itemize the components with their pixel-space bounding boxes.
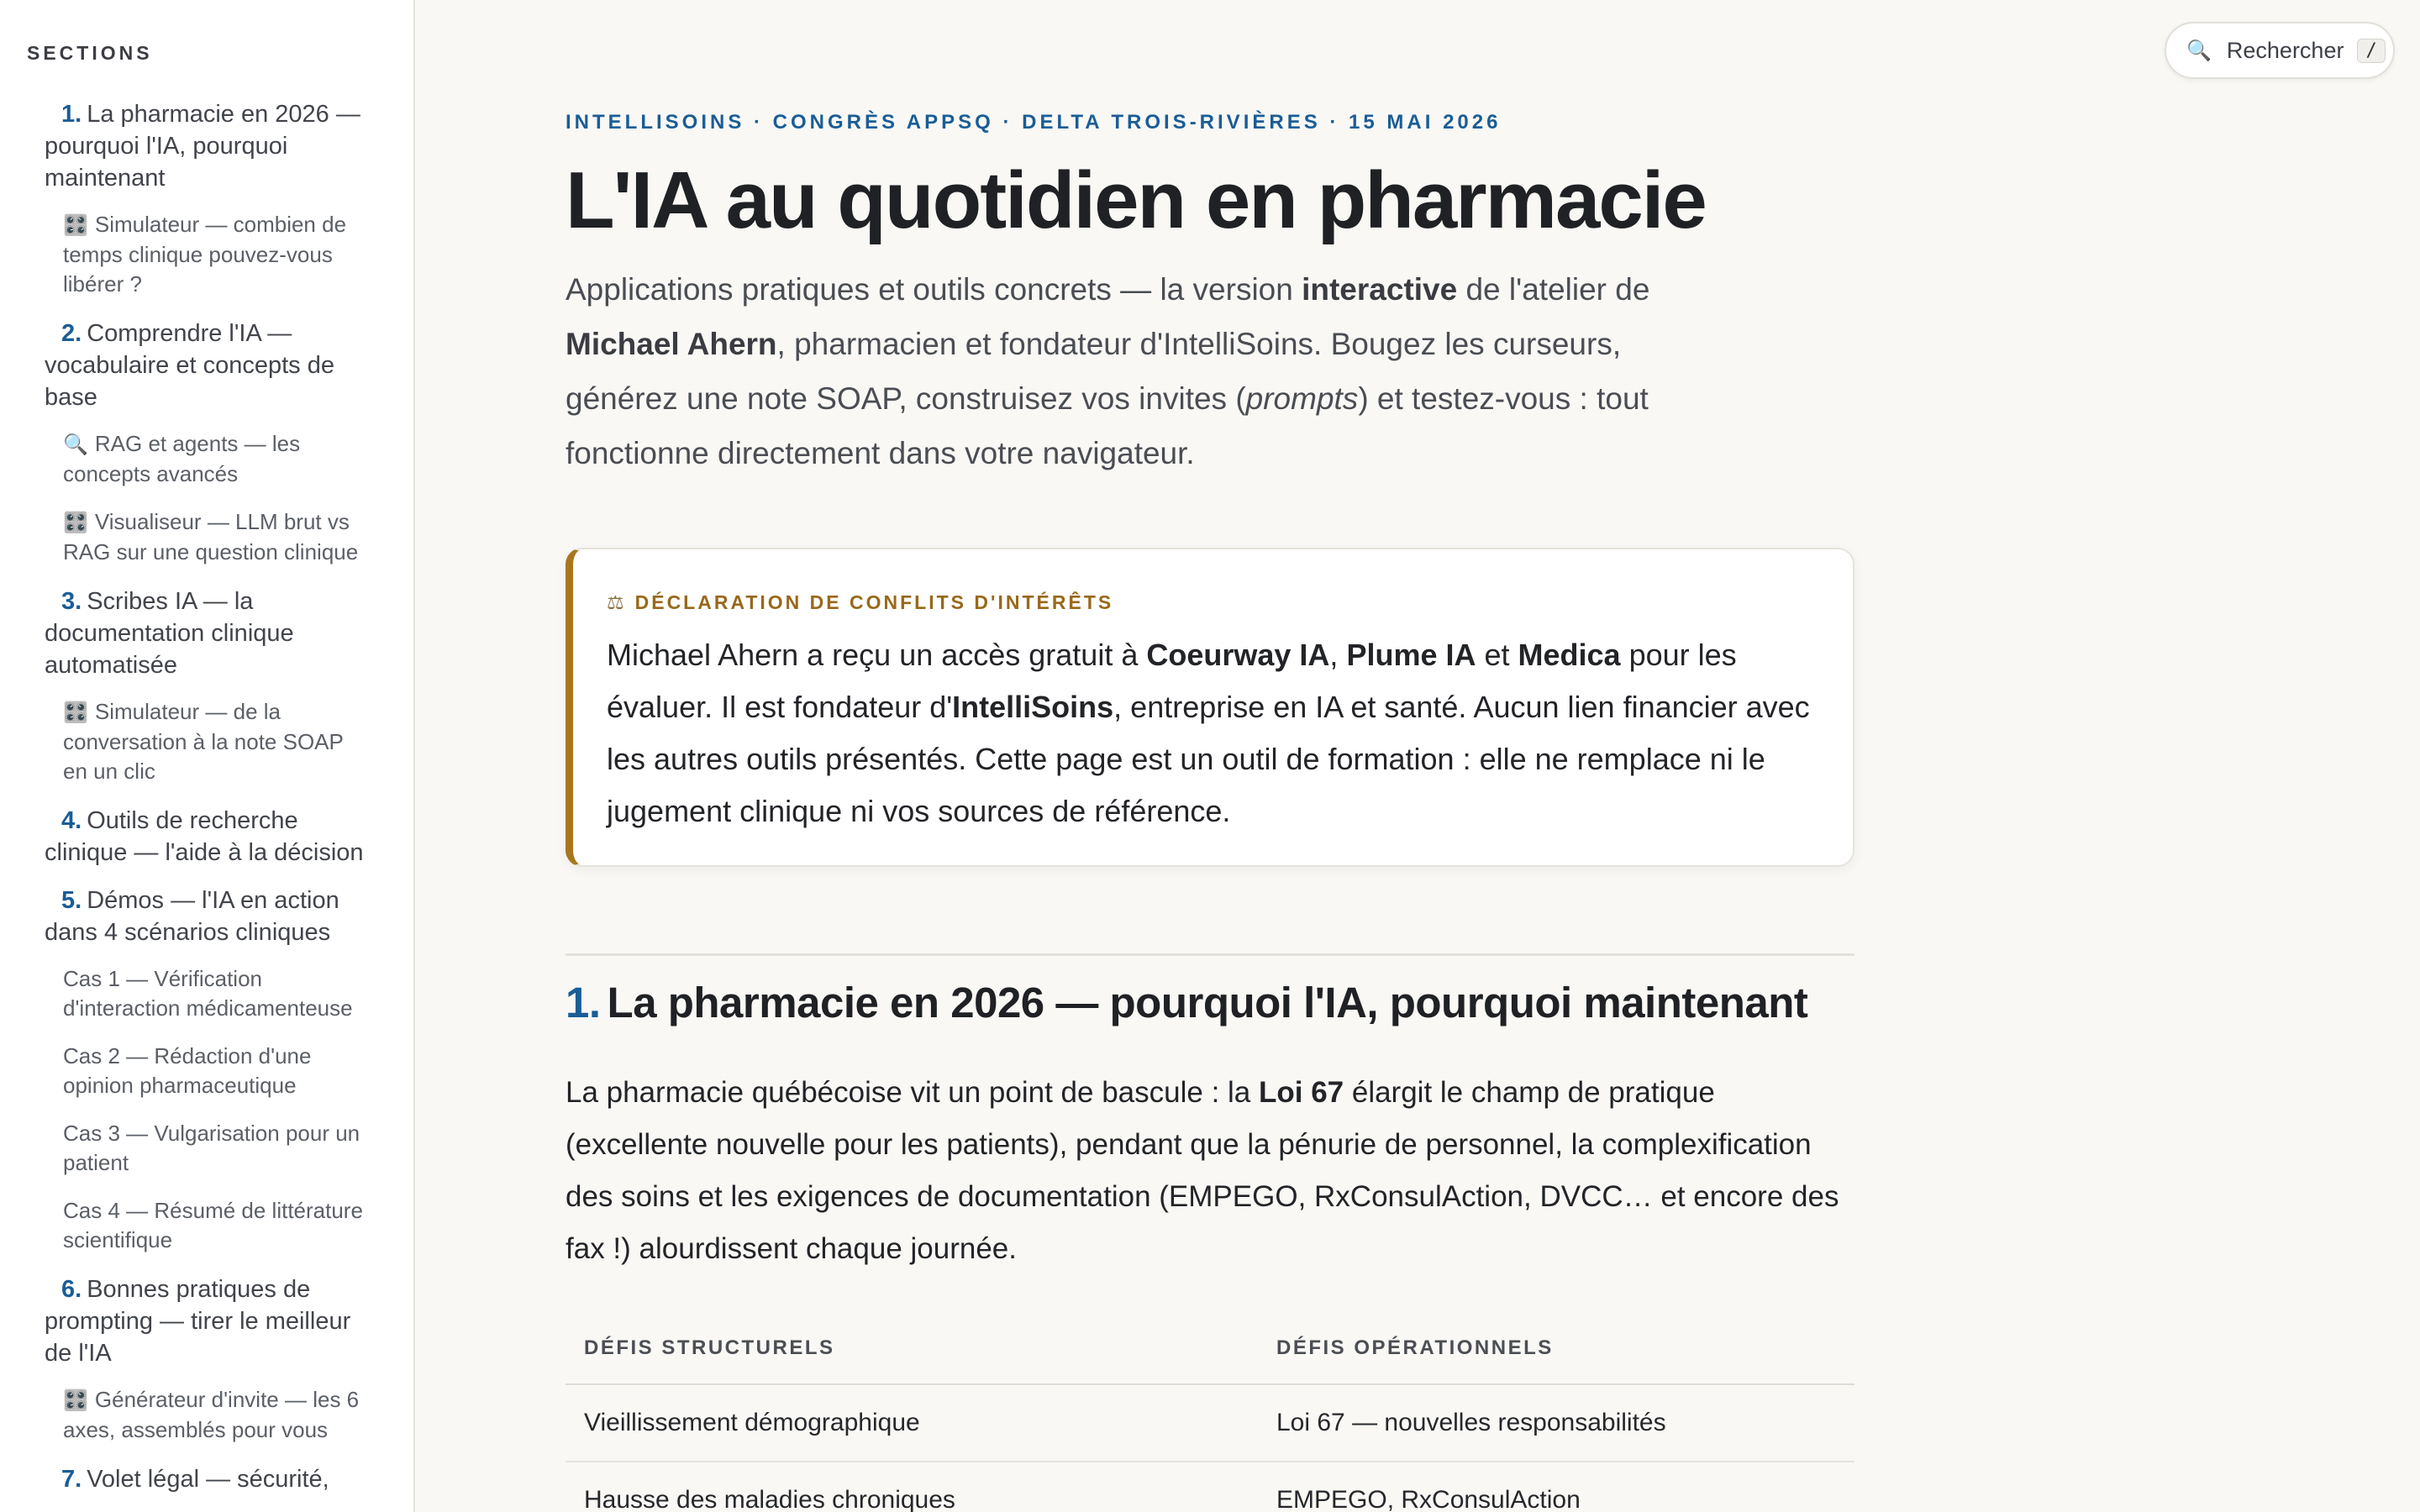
para-text: La pharmacie québécoise vit un point de bascule : la — [566, 1076, 1259, 1109]
control-knobs-icon: 🎛️ — [63, 214, 88, 237]
table-row — [566, 1462, 1854, 1512]
table-cell: Loi 67 — nouvelles responsabilités — [1258, 1384, 1854, 1462]
sidebar-subsection-link[interactable] — [27, 1119, 371, 1178]
sidebar-item-label: Outils de recherche clinique — l'aide à la décision — [45, 807, 364, 866]
section-title: La pharmacie en 2026 — pourquoi l'IA, pourquoi maintenant — [607, 979, 1808, 1026]
sidebar-section-link[interactable] — [27, 585, 371, 681]
coi-text-part: , — [1329, 638, 1347, 672]
table-cell: EMPEGO, RxConsulAction — [1258, 1462, 1854, 1512]
sidebar-subsection-link[interactable] — [27, 964, 371, 1023]
coi-text — [607, 629, 1819, 837]
search-shortcut-key: / — [2357, 39, 2385, 63]
section-number: 7. — [61, 1466, 82, 1493]
sidebar-item-label: Visualiseur — LLM brut vs RAG sur une question clinique — [63, 509, 359, 564]
section-number: 1. — [566, 979, 601, 1026]
intro-text: ) et testez-vous : tout fonctionne directement dans votre navigateur. — [566, 381, 1649, 470]
sidebar-section-link[interactable] — [27, 885, 371, 948]
sidebar-item-label: Cas 1 — Vérification d'interaction médicamenteuse — [63, 966, 353, 1021]
page-title: L'IA au quotidien en pharmacie — [566, 155, 1706, 245]
sidebar-subsection-link[interactable] — [27, 1196, 371, 1255]
conflict-of-interest-callout — [566, 548, 1854, 867]
table-cell: Vieillissement démographique — [566, 1384, 1258, 1462]
control-knobs-icon: 🎛️ — [63, 701, 88, 724]
sidebar-item-label: Cas 3 — Vulgarisation pour un patient — [63, 1121, 360, 1175]
para-bold: Loi 67 — [1258, 1076, 1344, 1109]
section-number: 2. — [61, 320, 82, 347]
sidebar-item-label: RAG et agents — les concepts avancés — [63, 431, 301, 486]
coi-bold: IntelliSoins — [952, 690, 1114, 724]
section-divider — [566, 953, 1854, 956]
sidebar — [0, 0, 415, 1512]
coi-label — [607, 591, 1819, 614]
scale-icon: ⚖ — [607, 591, 627, 613]
section-number: 3. — [61, 588, 82, 615]
event-eyebrow: INTELLISOINS · CONGRÈS APPSQ · DELTA TROIS-RIVIÈRES · 15 MAI 2026 — [566, 111, 1502, 134]
intro-bold: Michael Ahern — [566, 327, 777, 361]
section-number: 5. — [61, 887, 82, 914]
section-number: 1. — [61, 101, 82, 128]
sidebar-item-label: La pharmacie en 2026 — pourquoi l'IA, pourquoi maintenant — [45, 101, 360, 192]
intro-paragraph — [566, 262, 1725, 480]
coi-text-part: Michael Ahern a reçu un accès gratuit à — [607, 638, 1147, 672]
sidebar-item-label: Cas 4 — Résumé de littérature scientifique — [63, 1198, 363, 1252]
control-knobs-icon: 🎛️ — [63, 1389, 88, 1412]
sidebar-section-link[interactable] — [27, 98, 371, 194]
sidebar-item-label: Simulateur — de la conversation à la note SOAP en un clic — [63, 699, 344, 784]
sidebar-item-label: Volet légal — sécurité, — [87, 1466, 329, 1493]
intro-bold: interactive — [1302, 272, 1458, 307]
sidebar-item-label: Démos — l'IA en action dans 4 scénarios cliniques — [45, 887, 339, 946]
sidebar-subsection-link[interactable] — [27, 697, 371, 786]
intro-italic: prompts — [1245, 381, 1359, 416]
coi-label-text: DÉCLARATION DE CONFLITS D'INTÉRÊTS — [634, 591, 1114, 613]
section-1-heading — [566, 978, 1807, 1027]
column-header-structural: DÉFIS STRUCTURELS — [566, 1312, 1258, 1384]
sidebar-item-label: Générateur d'invite — les 6 axes, assemblés pour vous — [63, 1387, 360, 1442]
challenges-table — [566, 1312, 1854, 1512]
sidebar-item-label: Scribes IA — la documentation clinique automatisée — [45, 588, 294, 679]
sidebar-item-label: Simulateur — combien de temps clinique pouvez-vous libérer ? — [63, 212, 347, 297]
sidebar-section-link[interactable] — [27, 1463, 371, 1495]
intro-text: , pharmacien et fondateur d'IntelliSoins. Bougez les curseurs, générez une note SOAP, construisez vos invites ( — [566, 327, 1622, 416]
sidebar-item-label: Comprendre l'IA — vocabulaire et concepts de base — [45, 320, 334, 411]
search-label: Rechercher — [2226, 37, 2344, 63]
search-button[interactable] — [2165, 22, 2395, 79]
magnifier-icon: 🔍 — [63, 433, 88, 456]
coi-text-part: pour les évaluer. Il est fondateur d' — [607, 638, 1737, 724]
sidebar-subsection-link[interactable] — [27, 1385, 371, 1445]
coi-text-part: , entreprise en IA et santé. Aucun lien financier avec les autres outils présentés. Cette page est un outil de formation : elle ne remplace ni le jugement clinique ni vos sources de référence. — [607, 690, 1810, 828]
sidebar-subsection-link[interactable] — [27, 210, 371, 299]
sidebar-nav-list — [27, 98, 371, 1495]
coi-bold: Coeurway IA — [1146, 638, 1330, 672]
sidebar-section-link[interactable] — [27, 318, 371, 413]
sidebar-subsection-link[interactable] — [27, 507, 371, 567]
intro-text: de l'atelier de — [1457, 272, 1650, 307]
control-knobs-icon: 🎛️ — [63, 512, 88, 534]
sidebar-subsection-link[interactable] — [27, 1042, 371, 1100]
section-1-paragraph — [566, 1067, 1854, 1275]
intro-text: Applications pratiques et outils concrets — la version — [566, 272, 1302, 307]
table-row — [566, 1384, 1854, 1462]
search-icon: 🔍 — [2186, 39, 2212, 62]
column-header-operational: DÉFIS OPÉRATIONNELS — [1258, 1312, 1854, 1384]
table-header-row — [566, 1312, 1854, 1384]
sidebar-heading: SECTIONS — [27, 42, 153, 64]
section-number: 4. — [61, 807, 82, 834]
para-text: élargit le champ de pratique (excellente nouvelle pour les patients), pendant que la pénurie de personnel, la complexification des soins et les exigences de documentation (EMPEGO, RxConsulAction, DVCC… et encore des fax !) alourdissent chaque journée. — [566, 1076, 1839, 1265]
coi-text-part: et — [1476, 638, 1518, 672]
sidebar-section-link[interactable] — [27, 1273, 371, 1369]
coi-bold: Plume IA — [1346, 638, 1476, 672]
sidebar-section-link[interactable] — [27, 805, 371, 869]
sidebar-item-label: Bonnes pratiques de prompting — tirer le meilleur de l'IA — [45, 1276, 351, 1367]
sidebar-item-label: Cas 2 — Rédaction d'une opinion pharmaceutique — [63, 1043, 312, 1098]
table-cell: Hausse des maladies chroniques — [566, 1462, 1258, 1512]
coi-bold: Medica — [1518, 638, 1621, 672]
section-number: 6. — [61, 1276, 82, 1303]
sidebar-subsection-link[interactable] — [27, 429, 371, 489]
